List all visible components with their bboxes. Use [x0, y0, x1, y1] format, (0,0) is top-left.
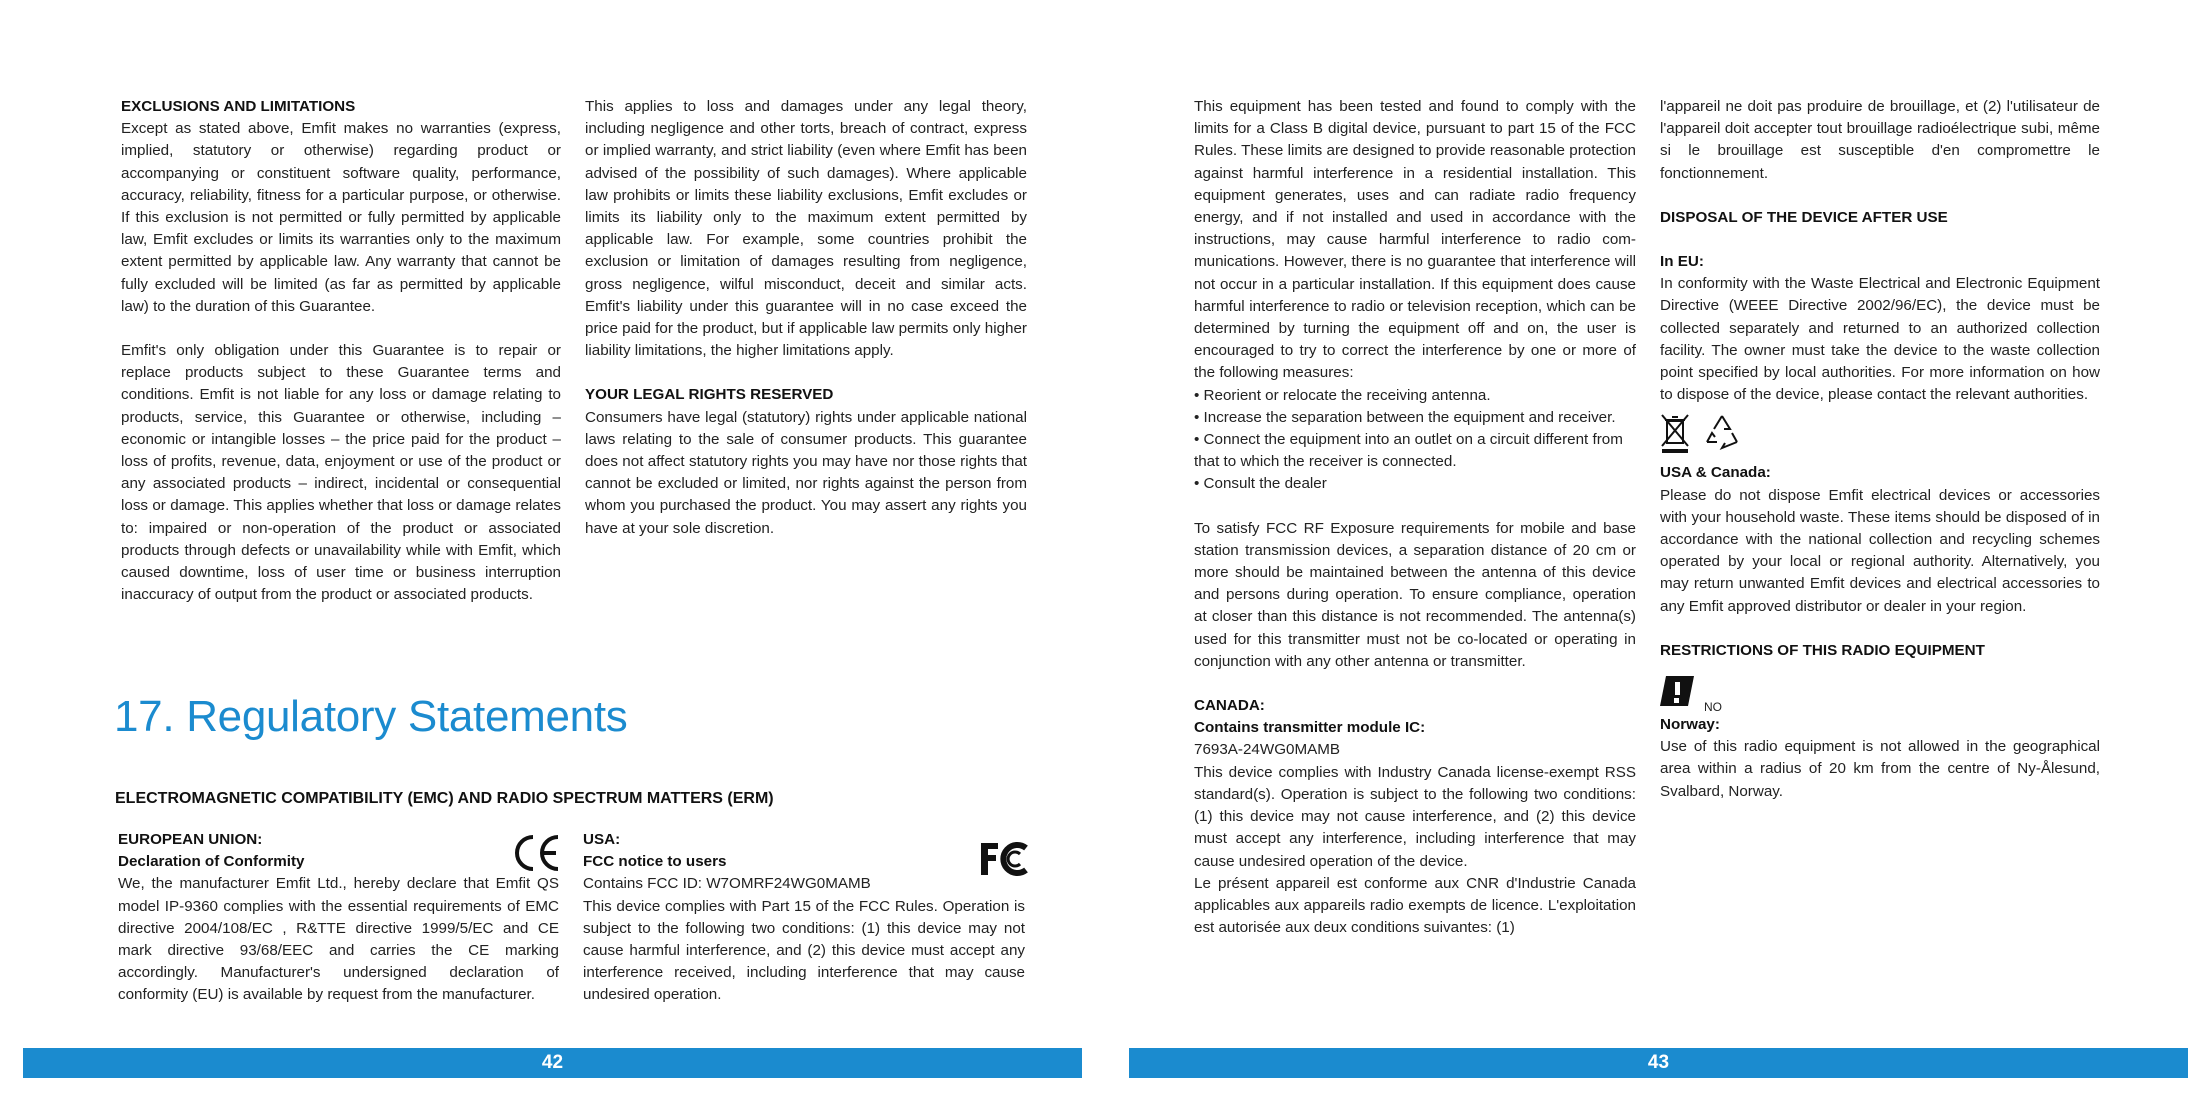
- recycle-icon: [1702, 412, 1742, 459]
- applies-text: This applies to loss and damages under any legal theory, including negligence and other torts, breach of contract, express or implied warranty, and strict liability (even where Emfit has been advised of the possibility of such damages). Where applicable law prohibits or limits these liability exclusions, Emfit excludes or limits its liability only to the maximum extent permitted by applicable law. For example, some countries prohibit the exclusion or limitation of damages resulting from negligence, gross negligence, wilful misconduct, deceit and similar acts. Emfit's liability under this guarantee will in no case exceed the price paid for the product, but if applicable law permits only higher liability limitations, the higher limitations apply.: [585, 98, 1027, 360]
- in-eu-subheading: In EU:: [1660, 253, 1704, 271]
- canada-subheading: Contains transmitter module IC:: [1194, 719, 1426, 737]
- measure-item: • Connect the equipment into an outlet on a circuit different from that to which the receiver is connected.: [1194, 431, 1623, 471]
- disposal-column: [1660, 96, 2100, 803]
- usa-section: [583, 829, 1025, 1007]
- page-number-right: 43: [1129, 1048, 2188, 1078]
- rights-heading: YOUR LEGAL RIGHTS RESERVED: [585, 386, 834, 404]
- usa-canada-subheading: USA & Canada:: [1660, 464, 1771, 482]
- emc-heading: ELECTROMAGNETIC COMPATIBILITY (EMC) AND RADIO SPECTRUM MATTERS (ERM): [115, 790, 774, 807]
- canada-heading: CANADA:: [1194, 697, 1265, 715]
- eu-heading: EUROPEAN UNION:: [118, 831, 263, 848]
- rights-text: Consumers have legal (statutory) rights under applicable national laws relating to the sale of consumer products. This guarantee does not affect statutory rights you may have nor those rights that cannot be excluded or limited, nor rights against the person from whom you purchased the product. You may assert any rights you have at your sole discretion.: [585, 408, 1027, 537]
- measure-item: • Consult the dealer: [1194, 475, 1327, 493]
- measure-item: • Reorient or relocate the receiving antenna.: [1194, 386, 1491, 404]
- exclusions-heading: EXCLUSIONS AND LIMITATIONS: [121, 98, 356, 115]
- norway-subheading: Norway:: [1660, 716, 1720, 734]
- restriction-code: NO: [1704, 700, 1722, 715]
- canada-ic: 7693A-24WG0MAMB: [1194, 741, 1341, 759]
- fr-continued-text: l'appareil ne doit pas produire de brouillage, et (2) l'utilisateur de l'appareil doit accepter tout brouillage radioélectrique subi, même si le brouillage est susceptible d'en compromettre le fonctionnement.: [1660, 98, 2100, 182]
- exclusions-text: Except as stated above, Emfit makes no warranties (express, implied, statutory or otherwise) regarding product or accompanying or constituent software quality, performance, accuracy, reliability, fitness for a particular purpose, or otherwise. If this exclusion is not permitted or fully permitted by applicable law, Emfit excludes or limits its warranties only to the maximum extent permitted by applicable law. Any warranty that cannot be fully excluded will be limited (as far as permitted by applicable law) to the duration of this Guarantee.: [121, 120, 561, 315]
- restrictions-heading: RESTRICTIONS OF THIS RADIO EQUIPMENT: [1660, 641, 1985, 659]
- fcc-id: Contains FCC ID: W7OMRF24WG0MAMB: [583, 875, 871, 893]
- restriction-alert-icon: [1660, 674, 1698, 715]
- usa-heading: USA:: [583, 831, 621, 848]
- canada-text: This device complies with Industry Canada license-exempt RSS standard(s). Operation is subject to the following two conditions: (1) this device may not cause interference, and (2) this device must accept any interference, including interference that may cause undesired operation of the device.: [1194, 763, 1636, 870]
- ce-mark-icon: [514, 833, 562, 878]
- rf-exposure-text: To satisfy FCC RF Exposure requirements for mobile and base station transmission devices, a separation distance of 20 cm or more should be maintained between the antenna of this device and persons during operation. To ensure compliance, operation at closer than this distance is not recommended. The antenna(s) used for this transmitter must not be co-located or operating in conjunction with any other antenna or transmitter.: [1194, 519, 1636, 670]
- obligation-text: Emfit's only obligation under this Guarantee is to repair or replace products subject to these Guarantee terms and conditions. Emfit is not liable for any loss or damage relating to products, service, this Guarantee or otherwise, including – economic or intangible losses – the price paid for the product – loss of profits, revenue, data, enjoyment or use of the product or any associated products – indirect, incidental or consequential loss or damage. This applies whether that loss or damage relates to: impaired or non-operation of the product or associated products through defects or unavailability while with Emfit, which caused downtime, loss of user time or business interruption inaccuracy of output from the product or associated products.: [121, 342, 561, 604]
- canada-fr-text: Le présent appareil est conforme aux CNR d'Industrie Canada applicables aux appareils radio exempts de licence. L'exploitation est autorisée aux deux conditions suivantes: (1): [1194, 874, 1636, 937]
- eu-text: We, the manufacturer Emfit Ltd., hereby declare that Emfit QS model IP-9360 complies with the essential requirements of EMC directive 2004/108/EC , R&TTE directive 1999/5/EC and CE mark directive 93/68/EEC and carries the CE marking accordingly. Manufacturer's undersigned declaration of conformity (EU) is available by request from the manufacturer.: [118, 875, 559, 1004]
- usa-canada-text: Please do not dispose Emfit electrical devices or accessories with your household waste. These items should be disposed of in accordance with the national collection and recycling schemes operated by your local or regional authority. Alternatively, you may return unwanted Emfit devices and electrical accessories to any Emfit approved distributor or dealer in your region.: [1660, 486, 2100, 615]
- fcc-text: This equipment has been tested and found to comply with the limits for a Class B digital device, pursuant to part 15 of the FCC Rules. These limits are designed to provide reasonable protection against harmful interference in a residential installation. This equipment generates, uses and can radiate radio frequency energy, and if not installed and used in accordance with the instructions, may cause harmful interference to radio com-munications. However, there is no guarantee that interference will not occur in a particular installation. If this equipment does cause harmful interference to radio or television reception, which can be determined by turning the equipment off and on, the user is encouraged to try to correct the interference by one or more of the following measures:: [1194, 98, 1636, 382]
- warranty-column-2: [585, 96, 1027, 540]
- page-number-left: 42: [23, 1048, 1082, 1078]
- eu-subheading: Declaration of Conformity: [118, 853, 305, 871]
- usa-text: This device complies with Part 15 of the FCC Rules. Operation is subject to the following two conditions: (1) this device may not cause harmful interference, and (2) this device must accept any interference received, including interference that may cause undesired operation.: [583, 897, 1025, 1004]
- warranty-column-1: [121, 96, 561, 606]
- restriction-badge: [1660, 662, 2100, 714]
- eu-section: [118, 829, 559, 1007]
- disposal-icons: [1660, 406, 2100, 462]
- usa-subheading: FCC notice to users: [583, 853, 727, 871]
- measure-item: • Increase the separation between the equipment and receiver.: [1194, 408, 1616, 426]
- section-title: 17. Regulatory Statements: [114, 692, 628, 741]
- crossed-bin-icon: [1660, 412, 1690, 461]
- fcc-column: [1194, 96, 1636, 939]
- norway-text: Use of this radio equipment is not allowed in the geographical area within a radius of 20 km from the centre of Ny-Ålesund, Svalbard, Norway.: [1660, 738, 2100, 800]
- fcc-mark-icon: [978, 841, 1028, 882]
- weee-text: In conformity with the Waste Electrical and Electronic Equipment Directive (WEEE Directive 2002/96/EC), the device must be collected separately and returned to an authorized collection facility. The owner must take the device to the waste collection point specified by local authorities. For more information on how to dispose of the device, please contact the relevant authorities.: [1660, 275, 2100, 404]
- disposal-heading: DISPOSAL OF THE DEVICE AFTER USE: [1660, 208, 1948, 226]
